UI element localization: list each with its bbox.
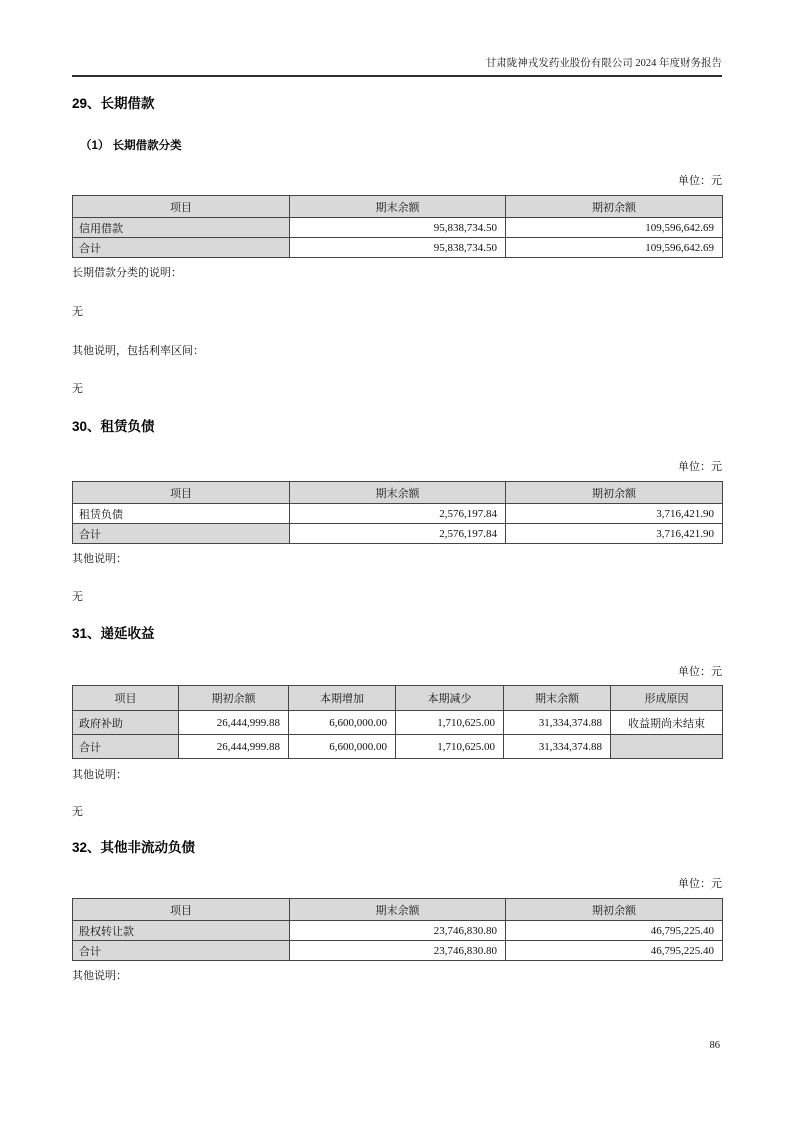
value-cell: 109,596,642.69 (506, 238, 723, 258)
document-header-title: 甘肃陇神戎发药业股份有限公司 2024 年度财务报告 (72, 0, 722, 77)
reason-cell: 收益期尚未结束 (611, 711, 723, 735)
value-cell: 26,444,999.88 (179, 735, 289, 759)
lease-liabilities-table (72, 481, 723, 544)
header-cell: 期末余额 (290, 899, 506, 921)
value-cell: 2,576,197.84 (290, 504, 506, 524)
table-total-row (73, 238, 723, 258)
value-cell: 3,716,421.90 (506, 524, 723, 544)
value-cell: 46,795,225.40 (506, 941, 723, 961)
table-row (73, 711, 723, 735)
header-cell: 项目 (73, 196, 290, 218)
table-header-row (73, 196, 723, 218)
other-noncurrent-liabilities-table (72, 898, 723, 961)
table-header-row (73, 686, 723, 711)
note-none: 无 (72, 806, 83, 818)
row-label: 信用借款 (73, 218, 290, 238)
header-cell: 期初余额 (506, 899, 723, 921)
row-label: 股权转让款 (73, 921, 290, 941)
header-cell: 期末余额 (290, 196, 506, 218)
note-none: 无 (72, 591, 83, 603)
reason-cell (611, 735, 723, 759)
table-header-row (73, 482, 723, 504)
deferred-income-table (72, 685, 723, 759)
note-none: 无 (72, 383, 83, 395)
header-cell: 项目 (73, 686, 179, 711)
value-cell: 3,716,421.90 (506, 504, 723, 524)
header-cell: 形成原因 (611, 686, 723, 711)
section-32-unit-label: 单位：元 (678, 878, 722, 890)
table-row (73, 504, 723, 524)
value-cell: 1,710,625.00 (396, 735, 504, 759)
section-30-unit-label: 单位：元 (678, 461, 722, 473)
note-label: 长期借款分类的说明： (72, 267, 182, 279)
section-29-title: 29、长期借款 (72, 96, 155, 111)
note-none: 无 (72, 306, 83, 318)
table-total-row (73, 524, 723, 544)
section-31-unit-label: 单位：元 (678, 666, 722, 678)
section-30-title: 30、租赁负债 (72, 419, 155, 434)
value-cell: 6,600,000.00 (289, 711, 396, 735)
section-29-subtitle: （1） 长期借款分类 (80, 140, 182, 152)
section-29-unit-label: 单位：元 (678, 175, 722, 187)
row-label: 合计 (73, 941, 290, 961)
value-cell: 1,710,625.00 (396, 711, 504, 735)
row-label: 合计 (73, 735, 179, 759)
header-cell: 期初余额 (506, 482, 723, 504)
value-cell: 6,600,000.00 (289, 735, 396, 759)
value-cell: 109,596,642.69 (506, 218, 723, 238)
note-label: 其他说明： (72, 970, 127, 982)
table-row (73, 921, 723, 941)
note-label: 其他说明： (72, 553, 127, 565)
table-total-row (73, 941, 723, 961)
header-cell: 项目 (73, 482, 290, 504)
section-31-title: 31、递延收益 (72, 626, 155, 641)
header-cell: 本期增加 (289, 686, 396, 711)
section-32-title: 32、其他非流动负债 (72, 840, 196, 855)
header-cell: 项目 (73, 899, 290, 921)
value-cell: 2,576,197.84 (290, 524, 506, 544)
page-number: 86 (709, 1040, 720, 1051)
row-label: 合计 (73, 524, 290, 544)
note-label: 其他说明，包括利率区间： (72, 345, 204, 357)
header-cell: 期末余额 (290, 482, 506, 504)
row-label: 合计 (73, 238, 290, 258)
header-cell: 期末余额 (504, 686, 611, 711)
row-label: 政府补助 (73, 711, 179, 735)
header-cell: 期初余额 (179, 686, 289, 711)
value-cell: 46,795,225.40 (506, 921, 723, 941)
value-cell: 26,444,999.88 (179, 711, 289, 735)
table-header-row (73, 899, 723, 921)
header-cell: 本期减少 (396, 686, 504, 711)
table-row (73, 218, 723, 238)
long-term-loans-table (72, 195, 723, 258)
note-label: 其他说明： (72, 769, 127, 781)
table-total-row (73, 735, 723, 759)
value-cell: 95,838,734.50 (290, 218, 506, 238)
value-cell: 23,746,830.80 (290, 921, 506, 941)
value-cell: 31,334,374.88 (504, 711, 611, 735)
header-cell: 期初余额 (506, 196, 723, 218)
value-cell: 23,746,830.80 (290, 941, 506, 961)
value-cell: 31,334,374.88 (504, 735, 611, 759)
value-cell: 95,838,734.50 (290, 238, 506, 258)
row-label: 租赁负债 (73, 504, 290, 524)
